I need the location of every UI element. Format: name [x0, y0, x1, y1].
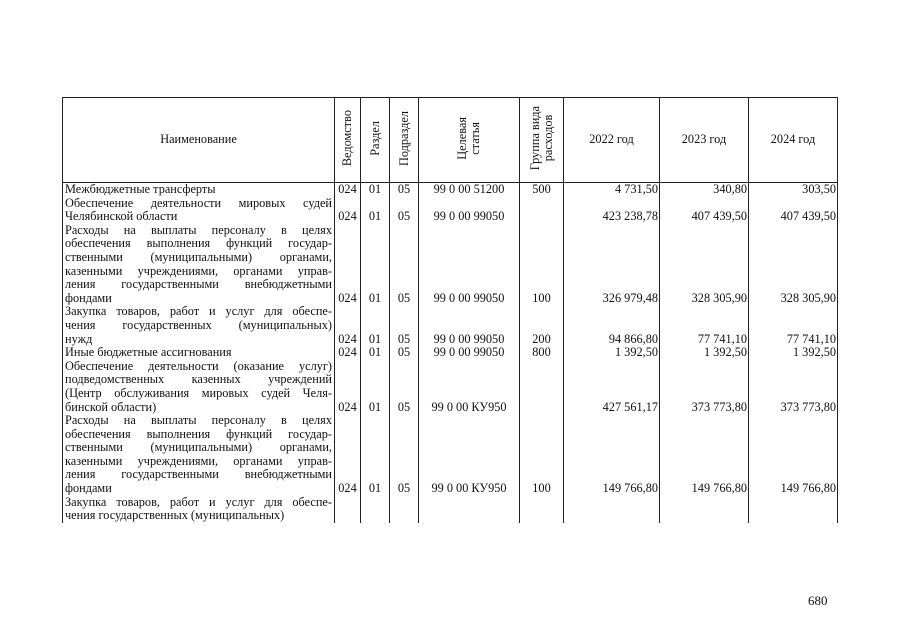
- row-name: [63, 360, 335, 414]
- page-number: 680: [808, 593, 828, 608]
- row-name-line: ления государственными внебюджетными: [65, 277, 332, 292]
- row-2023: 407 439,50: [660, 197, 749, 224]
- row-2024: 373 773,80: [749, 360, 838, 414]
- row-2023: 373 773,80: [660, 360, 749, 414]
- row-name-line: Обеспечение деятельности мировых судей: [65, 195, 332, 210]
- row-2023: 77 741,10: [660, 305, 749, 346]
- row-subsection: 05: [390, 183, 419, 197]
- row-2024: 407 439,50: [749, 197, 838, 224]
- row-target: 99 0 00 99050: [419, 224, 520, 306]
- table-row: [63, 305, 838, 346]
- row-name: [63, 496, 335, 523]
- row-2023: 149 766,80: [660, 414, 749, 496]
- row-name-line: ления государственными внебюджетными: [65, 467, 332, 482]
- row-subsection: 05: [390, 224, 419, 306]
- row-2022: 1 392,50: [564, 346, 660, 360]
- row-section: 01: [361, 305, 390, 346]
- row-subsection: 05: [390, 305, 419, 346]
- row-group: [520, 197, 564, 224]
- row-name: [63, 305, 335, 346]
- header-dept: Ведомство: [335, 98, 361, 183]
- row-dept: 024: [335, 305, 361, 346]
- table-header-row: [63, 98, 838, 183]
- row-group: 100: [520, 224, 564, 306]
- table-row: [63, 197, 838, 224]
- table-row: [63, 224, 838, 306]
- row-name-line: Расходы на выплаты персоналу в целях: [65, 413, 332, 428]
- row-group: 800: [520, 346, 564, 360]
- row-dept: 024: [335, 197, 361, 224]
- row-2022: 427 561,17: [564, 360, 660, 414]
- row-name-line: Челябинской области: [65, 209, 178, 224]
- row-target: 99 0 00 КУ950: [419, 414, 520, 496]
- table-row: [63, 414, 838, 496]
- row-2024: 149 766,80: [749, 414, 838, 496]
- row-group: 500: [520, 183, 564, 197]
- row-name-line: Межбюджетные трансферты: [65, 182, 216, 196]
- header-section: Раздел: [361, 98, 390, 183]
- row-name-line: Иные бюджетные ассигнования: [65, 345, 232, 360]
- row-name-line: казенными учреждениями, органами управ-: [65, 263, 332, 278]
- header-2024: 2024 год: [749, 98, 838, 183]
- row-name-line: нужд: [65, 331, 93, 346]
- row-subsection: 05: [390, 197, 419, 224]
- header-name: Наименование: [63, 98, 335, 183]
- row-2023: 1 392,50: [660, 346, 749, 360]
- row-section: 01: [361, 224, 390, 306]
- row-dept: 024: [335, 360, 361, 414]
- row-group: [520, 496, 564, 523]
- row-name: [63, 197, 335, 224]
- row-name: [63, 414, 335, 496]
- row-2022: [564, 496, 660, 523]
- table-row: [63, 183, 838, 197]
- row-group: [520, 360, 564, 414]
- row-name-line: Расходы на выплаты персоналу в целях: [65, 222, 332, 237]
- row-name: [63, 224, 335, 306]
- row-dept: [335, 496, 361, 523]
- row-target: 99 0 00 99050: [419, 305, 520, 346]
- row-name-line: бинской области): [65, 399, 157, 414]
- row-2024: 1 392,50: [749, 346, 838, 360]
- row-2022: 326 979,48: [564, 224, 660, 306]
- row-subsection: 05: [390, 346, 419, 360]
- row-section: 01: [361, 197, 390, 224]
- row-name-line: обеспечения выполнения функций государ-: [65, 236, 332, 251]
- row-name-line: Обеспечение деятельности (оказание услуг): [65, 358, 332, 373]
- row-section: 01: [361, 414, 390, 496]
- row-section: 01: [361, 360, 390, 414]
- row-dept: 024: [335, 414, 361, 496]
- row-2022: 94 866,80: [564, 305, 660, 346]
- row-target: 99 0 00 99050: [419, 197, 520, 224]
- row-name-line: чения государственных (муниципальных): [65, 317, 332, 332]
- row-2023: [660, 496, 749, 523]
- row-2023: 340,80: [660, 183, 749, 197]
- row-subsection: 05: [390, 360, 419, 414]
- row-section: [361, 496, 390, 523]
- row-group: 100: [520, 414, 564, 496]
- row-name-line: казенными учреждениями, органами управ-: [65, 453, 332, 468]
- row-2024: 328 305,90: [749, 224, 838, 306]
- table-row: [63, 496, 838, 523]
- row-target: 99 0 00 99050: [419, 346, 520, 360]
- row-2024: 303,50: [749, 183, 838, 197]
- row-name-line: подведомственных казенных учреждений: [65, 372, 332, 387]
- row-2024: [749, 496, 838, 523]
- row-2022: 4 731,50: [564, 183, 660, 197]
- row-dept: 024: [335, 183, 361, 197]
- row-2024: 77 741,10: [749, 305, 838, 346]
- row-name: [63, 183, 335, 197]
- row-target: 99 0 00 51200: [419, 183, 520, 197]
- row-target: 99 0 00 КУ950: [419, 360, 520, 414]
- row-name-line: Закупка товаров, работ и услуг для обеспе-: [65, 304, 332, 319]
- header-target: Целевая статья: [419, 98, 520, 183]
- row-name-line: чения государственных (муниципальных): [65, 508, 285, 523]
- header-2022: 2022 год: [564, 98, 660, 183]
- row-name-line: Закупка товаров, работ и услуг для обеспе-: [65, 494, 332, 509]
- row-2023: 328 305,90: [660, 224, 749, 306]
- row-2022: 423 238,78: [564, 197, 660, 224]
- row-name-line: ственными (муниципальными) органами,: [65, 440, 332, 455]
- row-2022: 149 766,80: [564, 414, 660, 496]
- header-2023: 2023 год: [660, 98, 749, 183]
- row-section: 01: [361, 346, 390, 360]
- table-body: [63, 183, 838, 523]
- table-row: [63, 346, 838, 360]
- row-name-line: (Центр обслуживания мировых судей Челя-: [65, 385, 332, 400]
- row-group: 200: [520, 305, 564, 346]
- header-group: Группа вида расходов: [520, 98, 564, 183]
- row-name-line: ственными (муниципальными) органами,: [65, 249, 332, 264]
- row-dept: 024: [335, 346, 361, 360]
- row-name: [63, 346, 335, 360]
- budget-table: [62, 97, 838, 523]
- row-target: [419, 496, 520, 523]
- table-row: [63, 360, 838, 414]
- row-name-line: обеспечения выполнения функций государ-: [65, 426, 332, 441]
- row-subsection: 05: [390, 414, 419, 496]
- row-name-line: фондами: [65, 481, 112, 496]
- row-dept: 024: [335, 224, 361, 306]
- row-subsection: [390, 496, 419, 523]
- header-subsection: Подраздел: [390, 98, 419, 183]
- row-name-line: фондами: [65, 290, 112, 305]
- row-section: 01: [361, 183, 390, 197]
